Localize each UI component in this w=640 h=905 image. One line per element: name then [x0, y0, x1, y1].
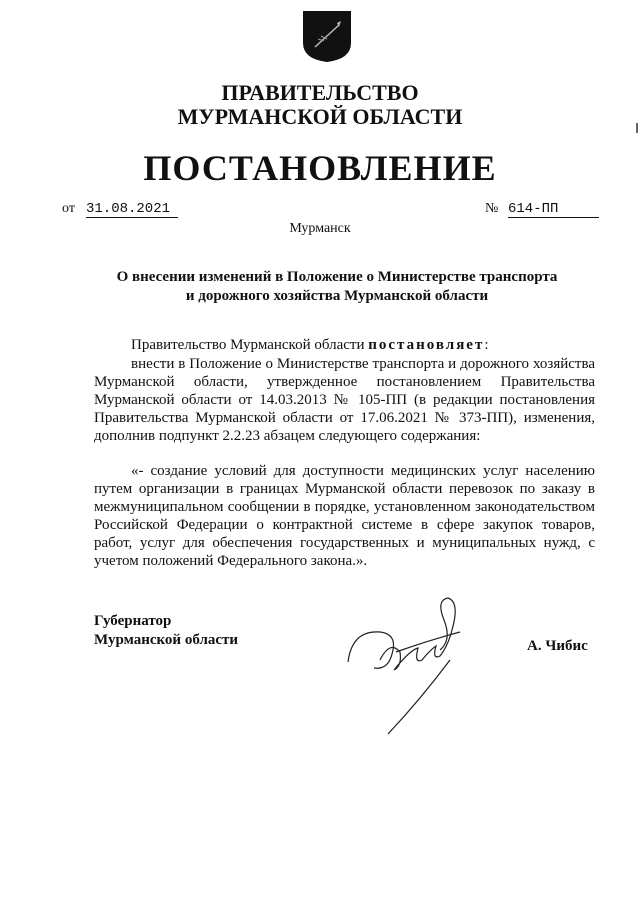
document-date: 31.08.2021	[86, 201, 178, 218]
intro-tail: :	[484, 337, 489, 353]
signatory-name: А. Чибис	[527, 638, 588, 654]
document-number: 614-ПП	[508, 201, 599, 218]
signatory-title	[94, 612, 238, 650]
intro-keyword: постановляет	[368, 337, 485, 353]
organization-name-line2: МУРМАНСКОЙ ОБЛАСТИ	[177, 104, 463, 129]
coat-of-arms-icon	[301, 9, 353, 63]
signatory-title-line2: Мурманской области	[94, 632, 239, 648]
body-paragraph-2: «- создание условий для доступности медицинских услуг населению путем организации в границах Мурманской области перевозок по заказу в межмуниципальном сообщении в порядке, установленном законодательством Российской Федерации о контрактной системе в сфере закупок товаров, работ, услуг для обеспечения государственных и муниципальных нужд, с учетом положений Федерального закона.».	[94, 463, 595, 569]
margin-mark	[636, 123, 638, 133]
organization-name-line1: ПРАВИТЕЛЬСТВО	[221, 80, 419, 105]
document-type-title: ПОСТАНОВЛЕНИЕ	[143, 148, 497, 188]
intro-text: Правительство Мурманской области	[131, 337, 369, 353]
subject-line2: и дорожного хозяйства Мурманской области	[185, 288, 489, 304]
city-name: Мурманск	[289, 221, 351, 236]
signatory-title-line1: Губернатор	[94, 613, 172, 629]
subject-line1: О внесении изменений в Положение о Министерстве транспорта	[116, 269, 558, 285]
number-prefix: №	[485, 201, 499, 216]
date-prefix: от	[62, 201, 75, 216]
body-paragraph-1: внести в Положение о Министерстве транспорта и дорожного хозяйства Мурманской области, утвержденное постановлением Правительства Мурманской области от 14.03.2013 № 105-ПП (в редакции постановления Правительства Мурманской области от 17.06.2021 № 373-ПП), изменения, дополнив подпункт 2.2.23 абзацем следующего содержания:	[94, 356, 595, 444]
intro-line	[131, 337, 489, 354]
handwritten-signature	[340, 590, 480, 740]
document-subject	[80, 268, 594, 306]
